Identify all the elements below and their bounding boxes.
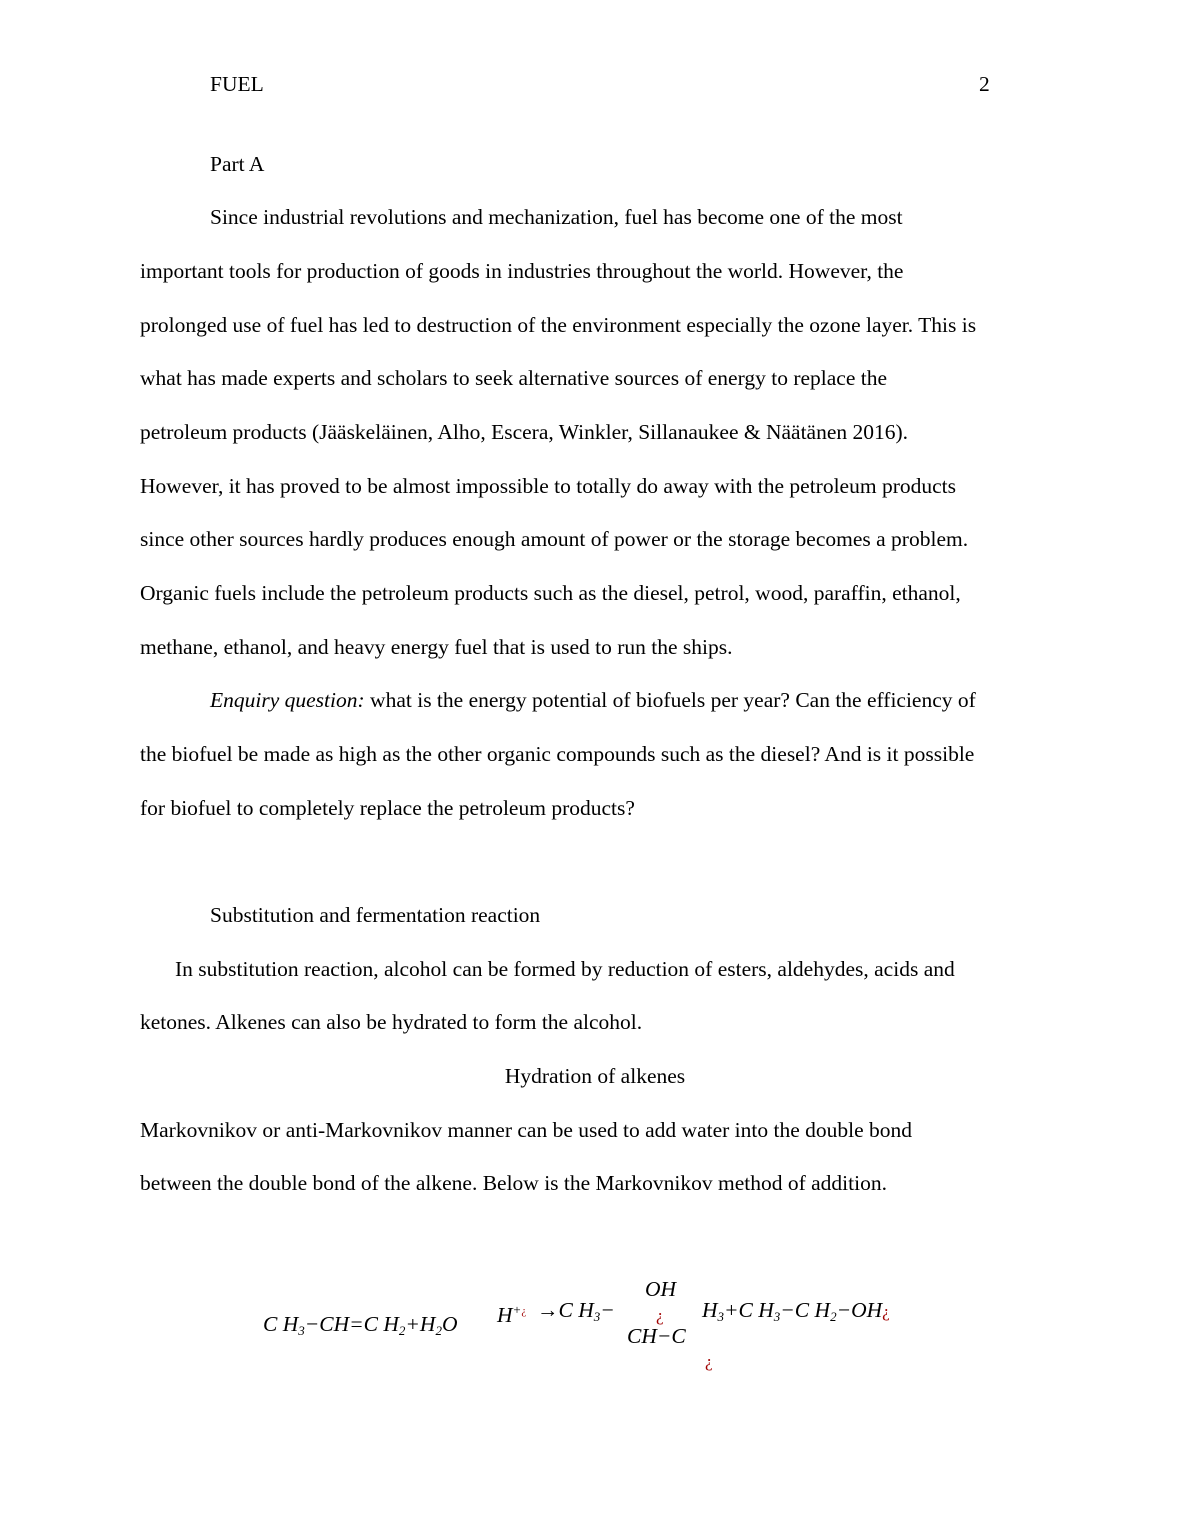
paragraph-line: since other sources hardly produces enough amount of power or the storage becomes a problem. [140, 527, 969, 551]
equation-catalyst: H+¿ [497, 1302, 527, 1327]
enquiry-text: what is the energy potential of biofuels per year? Can the efficiency of [364, 688, 976, 712]
equation-reactants: C $H_3-CH=C$ $H_2+H_2O$ [263, 1312, 458, 1338]
equation-arrow-product: →C $H_3-$ [537, 1298, 615, 1324]
paragraph-line: what has made experts and scholars to seek alternative sources of energy to replace the [140, 366, 888, 390]
paragraph-line: ketones. Alkenes can also be hydrated to form the alcohol. [140, 1010, 643, 1034]
part-a-heading: Part A [210, 152, 265, 176]
equation-error-mark: ¿ [705, 1352, 713, 1371]
enquiry-label: Enquiry question: [210, 688, 365, 712]
paragraph-line: In substitution reaction, alcohol can be formed by reduction of esters, aldehydes, acids and [175, 957, 955, 981]
paragraph-line: methane, ethanol, and heavy energy fuel that is used to run the ships. [140, 635, 733, 659]
paragraph-line: Markovnikov or anti-Markovnikov manner can be used to add water into the double bond [140, 1118, 913, 1142]
enquiry-line: for biofuel to completely replace the petroleum products? [140, 796, 635, 820]
paragraph-line: However, it has proved to be almost impossible to totally do away with the petroleum products [140, 474, 956, 498]
paragraph-line: important tools for production of goods in industries throughout the world. However, the [140, 259, 904, 283]
substitution-heading: Substitution and fermentation reaction [210, 903, 541, 927]
paragraph-line: Organic fuels include the petroleum products such as the diesel, petrol, wood, paraffin, ethanol, [140, 581, 961, 605]
equation-oh-top: OH [645, 1277, 677, 1301]
enquiry-line: the biofuel be made as high as the other organic compounds such as the diesel? And is it possible [140, 742, 975, 766]
equation-error-mark: ¿ [656, 1306, 664, 1325]
equation-ch-c: CH−C [627, 1324, 686, 1348]
paragraph-line: between the double bond of the alkene. Below is the Markovnikov method of addition. [140, 1171, 887, 1195]
paragraph-line: petroleum products (Jääskeläinen, Alho, Escera, Winkler, Sillanaukee & Näätänen 2016). [140, 420, 909, 444]
page-number: 2 [979, 72, 990, 96]
paragraph-line: prolonged use of fuel has led to destruction of the environment especially the ozone layer. This is [140, 313, 977, 337]
paragraph-line: Since industrial revolutions and mechanization, fuel has become one of the most [210, 205, 903, 229]
running-header-title: FUEL [210, 72, 264, 96]
enquiry-line [210, 687, 976, 713]
hydration-subheading: Hydration of alkenes [504, 1064, 686, 1088]
equation-products: $H_3+C$ $H_3-C$ $H_2-OH¿$ [702, 1298, 890, 1324]
